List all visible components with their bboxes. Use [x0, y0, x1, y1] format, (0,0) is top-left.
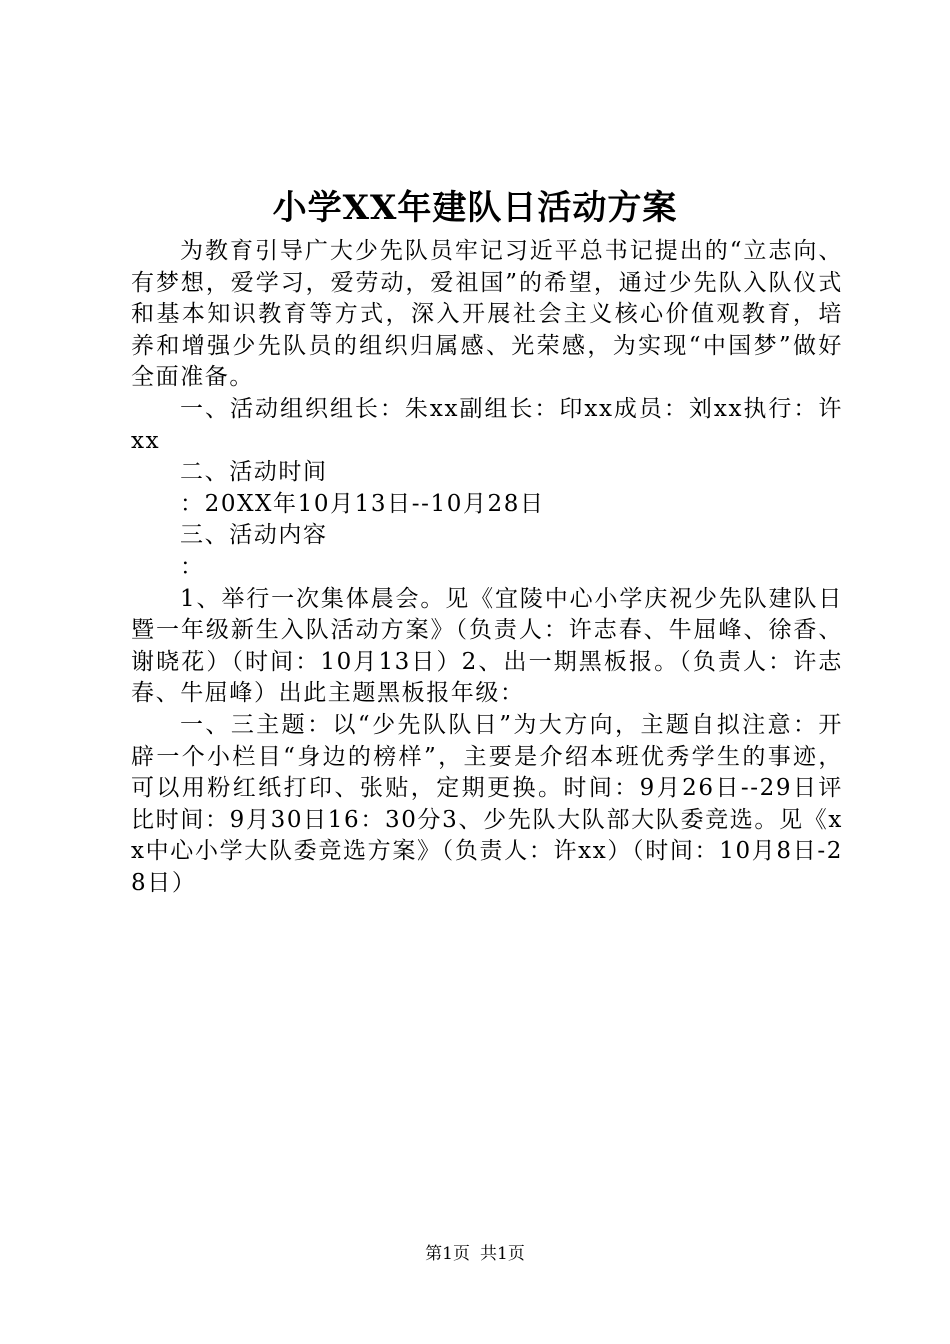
section-organization: 一、活动组织组长：朱xx副组长：印xx成员：刘xx执行：许xx: [131, 395, 843, 454]
section-time-value: ：20XX年10月13日--10月28日: [180, 490, 545, 517]
section-content-colon: ：: [180, 553, 205, 580]
page-total: 共1页: [480, 1244, 525, 1264]
section-content-heading: 三、活动内容: [180, 522, 328, 549]
document-title: 小学XX年建队日活动方案: [272, 188, 678, 228]
page-footer: [0, 1242, 950, 1266]
document-body: [131, 236, 843, 899]
content-item-morning-meeting: 1、举行一次集体晨会。见《宜陵中心小学庆祝少先队建队日暨一年级新生入队活动方案》（负责人：许志春、牛屈峰、徐香、谢晓花）（时间：10月13日）2、出一期黑板报。（负责人：许志春、牛屈峰）出此主题黑板报年级：: [131, 585, 843, 707]
section-time-heading: 二、活动时间: [180, 459, 328, 486]
page-number: 第1页: [425, 1244, 470, 1264]
content-item-theme: 一、三主题：以“少先队队日”为大方向，主题自拟注意：开辟一个小栏目“身边的榜样”，主要是介绍本班优秀学生的事迹，可以用粉红纸打印、张贴，定期更换。时间：9月26日--29日评比时间：9月30日16：30分3、少先队大队部大队委竞选。见《xx中心小学大队委竞选方案》（负责人：许xx）（时间：10月8日-28日）: [131, 711, 843, 896]
intro-paragraph: 为教育引导广大少先队员牢记习近平总书记提出的“立志向、有梦想，爱学习，爱劳动，爱祖国”的希望，通过少先队入队仪式和基本知识教育等方式，深入开展社会主义核心价值观教育，培养和增强少先队员的组织归属感、光荣感，为实现“中国梦”做好全面准备。: [131, 238, 843, 391]
